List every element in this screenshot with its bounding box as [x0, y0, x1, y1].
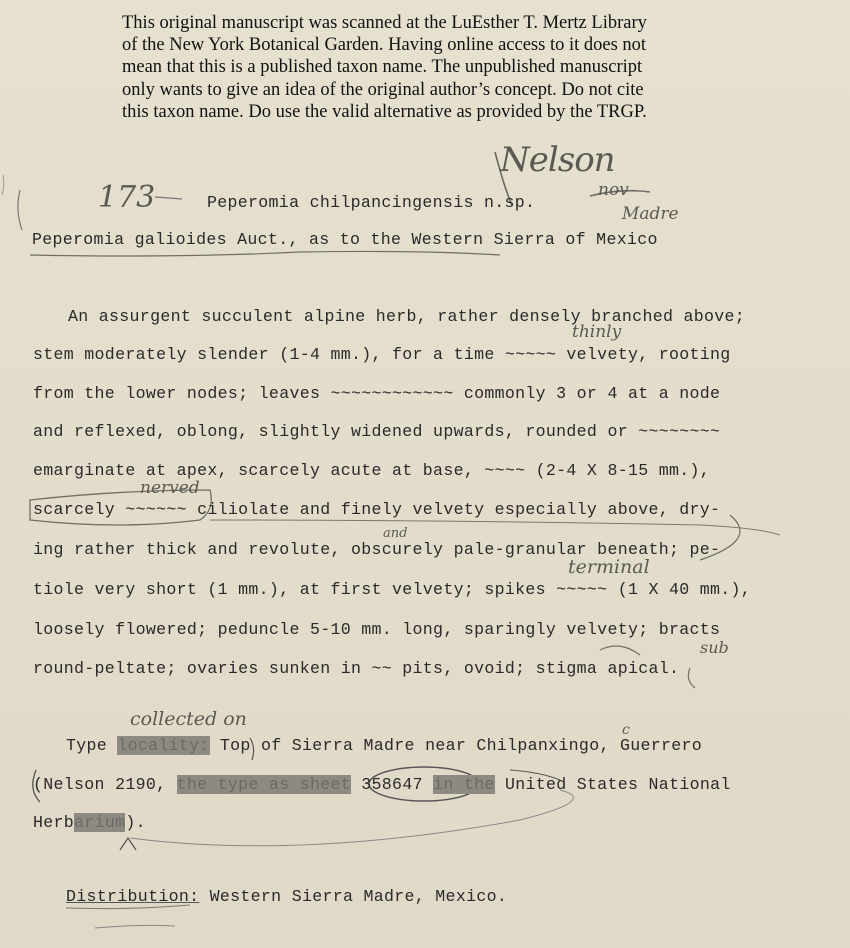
description-line: loosely flowered; peduncle 5-10 mm. long, sparingly velvety; bracts	[33, 620, 721, 639]
struck-arium: arium	[74, 813, 126, 832]
notice-line: mean that this is a published taxon name. The unpublished manuscript	[122, 57, 643, 78]
synonym-line: Peperomia galioides Auct., as to the Western Sierra of Mexico	[32, 230, 658, 249]
type-label: Type	[66, 736, 108, 755]
c-annotation: c	[622, 722, 630, 738]
sub-annotation: sub	[700, 638, 729, 657]
madre-annotation: Madre	[622, 204, 679, 224]
species-title: Peperomia chilpancingensis n.sp.	[207, 193, 536, 212]
description-line: ing rather thick and revolute, obscurely pale-granular beneath; pe-	[33, 540, 721, 559]
collected-on-annotation: collected on	[130, 708, 247, 730]
herbarium-name: United States National	[504, 775, 731, 794]
notice-line: This original manuscript was scanned at the LuEsther T. Mertz Library	[122, 13, 647, 33]
description-line: emarginate at apex, scarcely acute at base, ~~~~ (2-4 X 8-15 mm.),	[33, 461, 711, 480]
herb-end: ).	[125, 813, 146, 832]
distribution-text: Western Sierra Madre, Mexico.	[209, 887, 508, 906]
and-annotation: and	[383, 526, 408, 541]
notice-line: of the New York Botanical Garden. Having online access to it does not	[122, 35, 647, 56]
type-line	[66, 736, 702, 755]
description-line: and reflexed, oblong, slightly widened upwards, rounded or ~~~~~~~~	[33, 422, 721, 441]
specimen-line	[33, 775, 731, 794]
notice-line: this taxon name. Do use the valid alternative as provided by the TRGP.	[122, 101, 647, 122]
thinly-annotation: thinly	[572, 322, 622, 342]
struck-locality: locality:	[117, 736, 210, 755]
description-line: round-peltate; ovaries sunken in ~~ pits, ovoid; stigma apical.	[33, 659, 680, 678]
struck-in-the: in the	[433, 775, 495, 794]
herbarium-line	[33, 813, 146, 832]
description-line: scarcely ~~~~~~ ciliolate and finely velvety especially above, dry-	[33, 500, 721, 519]
distribution-label: Distribution:	[66, 887, 200, 906]
terminal-annotation: terminal	[568, 556, 650, 578]
sheet-number: 358647	[361, 775, 423, 794]
nov-annotation: nov	[598, 180, 629, 200]
herb-text: Herb	[33, 813, 75, 832]
collector-number: (Nelson 2190,	[33, 775, 167, 794]
nerved-annotation: nerved	[140, 478, 200, 498]
notice-line: only wants to give an idea of the original author’s concept. Do not cite	[122, 79, 644, 100]
description-line: tiole very short (1 mm.), at first velvety; spikes ~~~~~ (1 X 40 mm.),	[33, 580, 752, 599]
type-locality-text: Top of Sierra Madre near Chilpanxingo, Guerrero	[219, 736, 703, 755]
description-line: An assurgent succulent alpine herb, rather densely branched above;	[68, 307, 746, 326]
distribution-line	[66, 887, 507, 906]
description-line: from the lower nodes; leaves ~~~~~~~~~~~~ commonly 3 or 4 at a node	[33, 384, 721, 403]
page-number-annotation: 173	[98, 180, 156, 215]
description-line: stem moderately slender (1-4 mm.), for a time ~~~~~ velvety, rooting	[33, 345, 731, 364]
struck-sheet-text: the type as sheet	[176, 775, 352, 794]
collector-annotation: Nelson	[500, 140, 615, 180]
